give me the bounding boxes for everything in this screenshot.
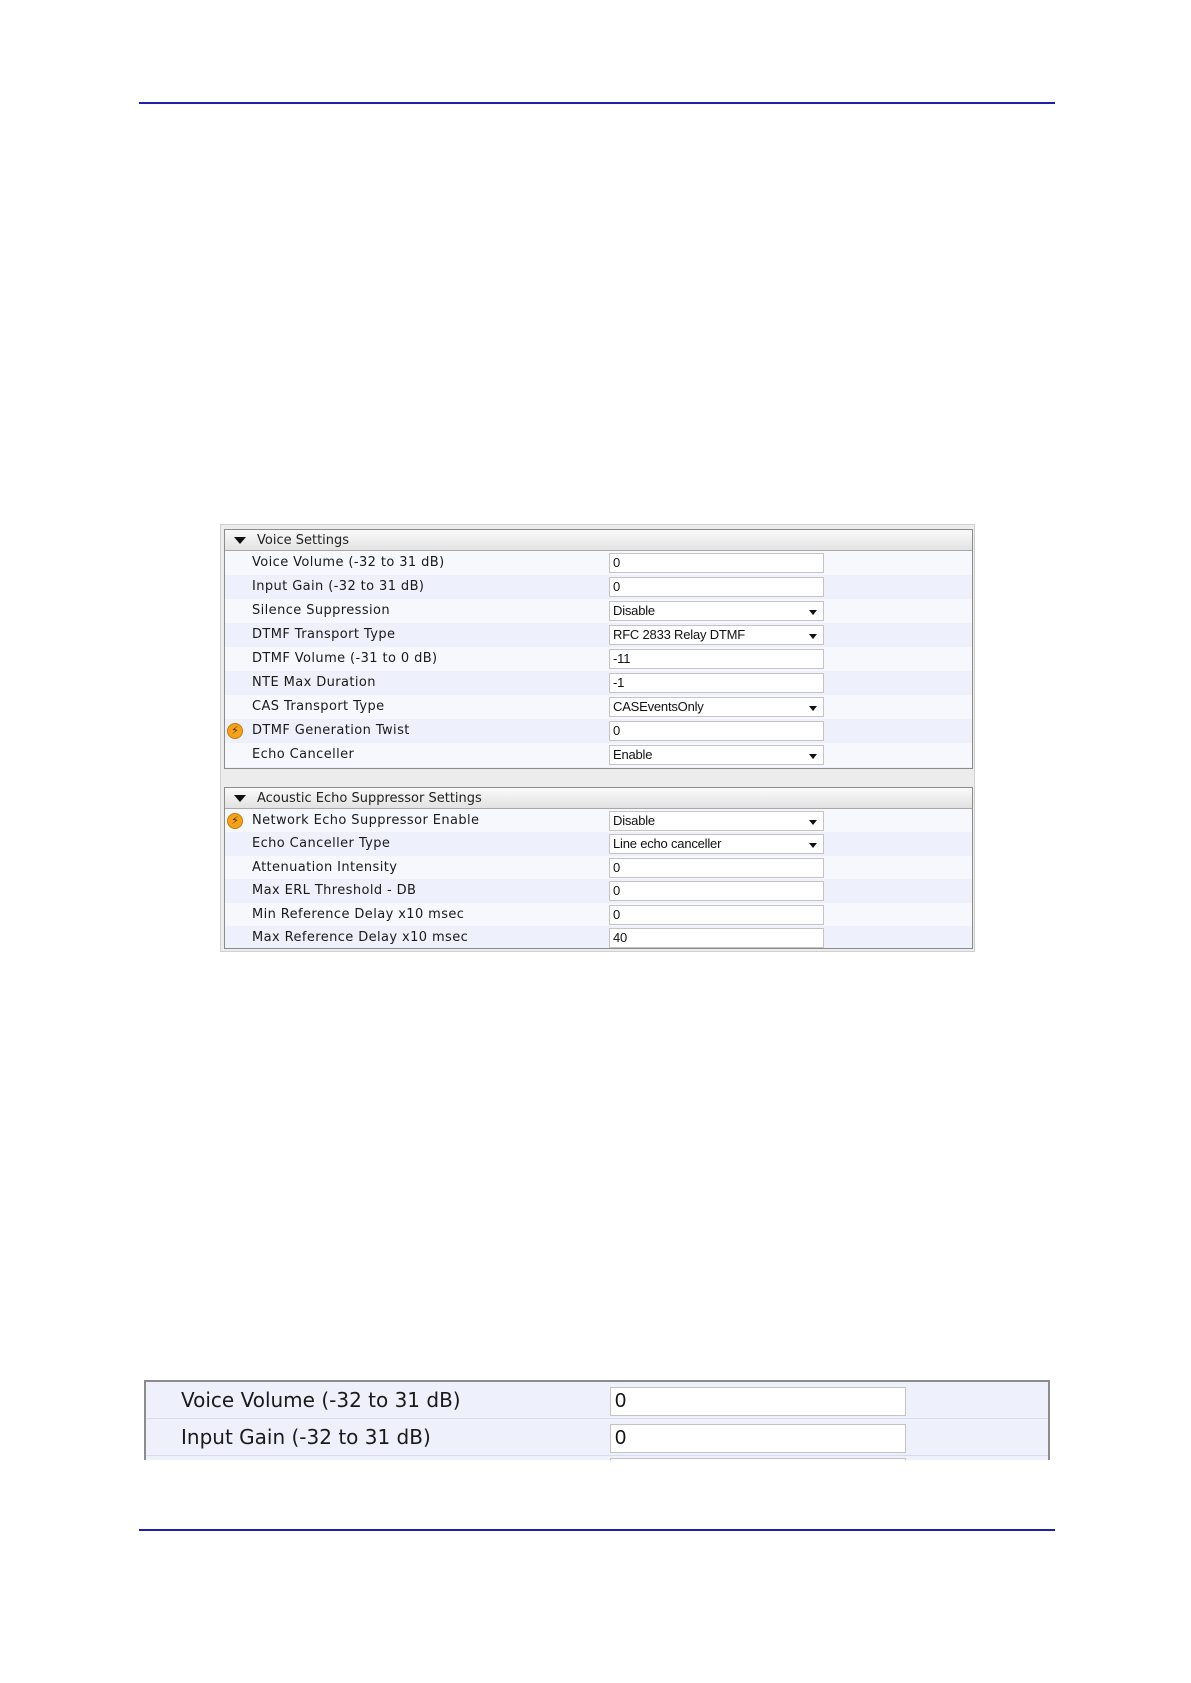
header-rule [139,102,1055,104]
setting-label: CAS Transport Type [252,699,385,714]
field-value: -11 [613,651,631,666]
setting-row-input-gain [225,575,972,599]
dropdown-arrow-icon [809,634,817,639]
zoom-row-voice-volume [146,1382,1048,1419]
acoustic-echo-suppressor-header[interactable] [225,788,972,809]
zoom-row-input-gain [146,1419,1048,1456]
setting-row-cas-transport-type [225,695,972,719]
field-value: 0 [613,555,621,570]
setting-label: Voice Volume (-32 to 31 dB) [252,555,445,570]
field-value: 0 [613,883,621,899]
section-title: Voice Settings [257,532,350,548]
field-value: 0 [613,906,621,922]
nte-max-duration-input[interactable] [609,673,824,693]
min-reference-delay-input[interactable] [609,905,824,925]
setting-row-voice-volume [225,551,972,575]
field-value: 0 [613,579,621,594]
max-reference-delay-input[interactable] [609,928,824,948]
voice-settings-header[interactable] [225,530,972,551]
silence-suppression-select[interactable] [609,601,824,621]
input-gain-input[interactable] [609,577,824,597]
field-value: Disable [613,603,655,618]
field-value: Enable [613,747,653,762]
setting-row-max-erl-threshold [225,879,972,902]
network-echo-suppressor-enable-select[interactable] [609,811,824,831]
max-erl-threshold-input[interactable] [609,881,824,901]
setting-label: Max Reference Delay x10 msec [252,929,469,945]
field-value: CASEventsOnly [613,699,704,714]
setting-label: Input Gain (-32 to 31 dB) [181,1425,431,1449]
echo-canceller-select[interactable] [609,745,824,765]
dropdown-arrow-icon [809,843,817,848]
setting-row-max-reference-delay [225,926,972,949]
field-value: -1 [613,675,625,690]
voice-settings-section [224,529,973,769]
setting-row-nte-max-duration [225,671,972,695]
setting-label: Echo Canceller [252,747,355,762]
setting-row-dtmf-generation-twist [225,719,972,743]
setting-row-min-reference-delay [225,903,972,926]
dtmf-generation-twist-input[interactable] [609,721,824,741]
setting-label: NTE Max Duration [252,675,376,690]
acoustic-echo-suppressor-section [224,787,973,949]
field-value: 0 [615,1390,626,1412]
collapse-caret-icon[interactable] [234,795,246,802]
setting-label: Input Gain (-32 to 31 dB) [252,579,425,594]
field-value: 40 [613,929,628,945]
setting-row-network-echo-suppressor-enable [225,809,972,832]
section-title: Acoustic Echo Suppressor Settings [257,790,482,806]
field-value: 0 [613,859,621,875]
field-value: 0 [615,1427,626,1449]
setting-row-dtmf-volume [225,647,972,671]
dropdown-arrow-icon [809,754,817,759]
setting-label: DTMF Transport Type [252,627,396,642]
collapse-caret-icon[interactable] [234,537,246,544]
setting-row-attenuation-intensity [225,856,972,879]
setting-row-dtmf-transport-type [225,623,972,647]
setting-label: DTMF Generation Twist [252,723,410,738]
zoomed-settings-snippet [144,1380,1050,1460]
setting-label: Network Echo Suppressor Enable [252,813,480,828]
setting-label: Echo Canceller Type [252,836,391,852]
zoom-input-gain-input[interactable] [610,1424,906,1453]
footer-rule [139,1529,1055,1531]
setting-label: Attenuation Intensity [252,859,398,875]
cropped-field-edge [610,1458,906,1460]
lightning-bolt-icon: ⚡ [227,813,243,829]
field-value: 0 [613,723,621,738]
cas-transport-type-select[interactable] [609,697,824,717]
dropdown-arrow-icon [809,610,817,615]
field-value: Line echo canceller [613,836,722,852]
setting-label: Voice Volume (-32 to 31 dB) [181,1388,461,1412]
settings-panel-screenshot [220,524,975,952]
zoom-voice-volume-input[interactable] [610,1387,906,1416]
dropdown-arrow-icon [809,820,817,825]
setting-label: Min Reference Delay x10 msec [252,906,465,922]
voice-volume-input[interactable] [609,553,824,573]
setting-row-echo-canceller-type [225,832,972,855]
echo-canceller-type-select[interactable] [609,834,824,854]
setting-row-echo-canceller [225,743,972,767]
setting-label: Silence Suppression [252,603,390,618]
field-value: RFC 2833 Relay DTMF [613,627,746,642]
dtmf-volume-input[interactable] [609,649,824,669]
field-value: Disable [613,813,655,828]
dtmf-transport-type-select[interactable] [609,625,824,645]
attenuation-intensity-input[interactable] [609,858,824,878]
setting-label: Max ERL Threshold - DB [252,883,417,899]
lightning-bolt-icon: ⚡ [227,723,243,739]
dropdown-arrow-icon [809,706,817,711]
setting-row-silence-suppression [225,599,972,623]
setting-label: DTMF Volume (-31 to 0 dB) [252,651,438,666]
